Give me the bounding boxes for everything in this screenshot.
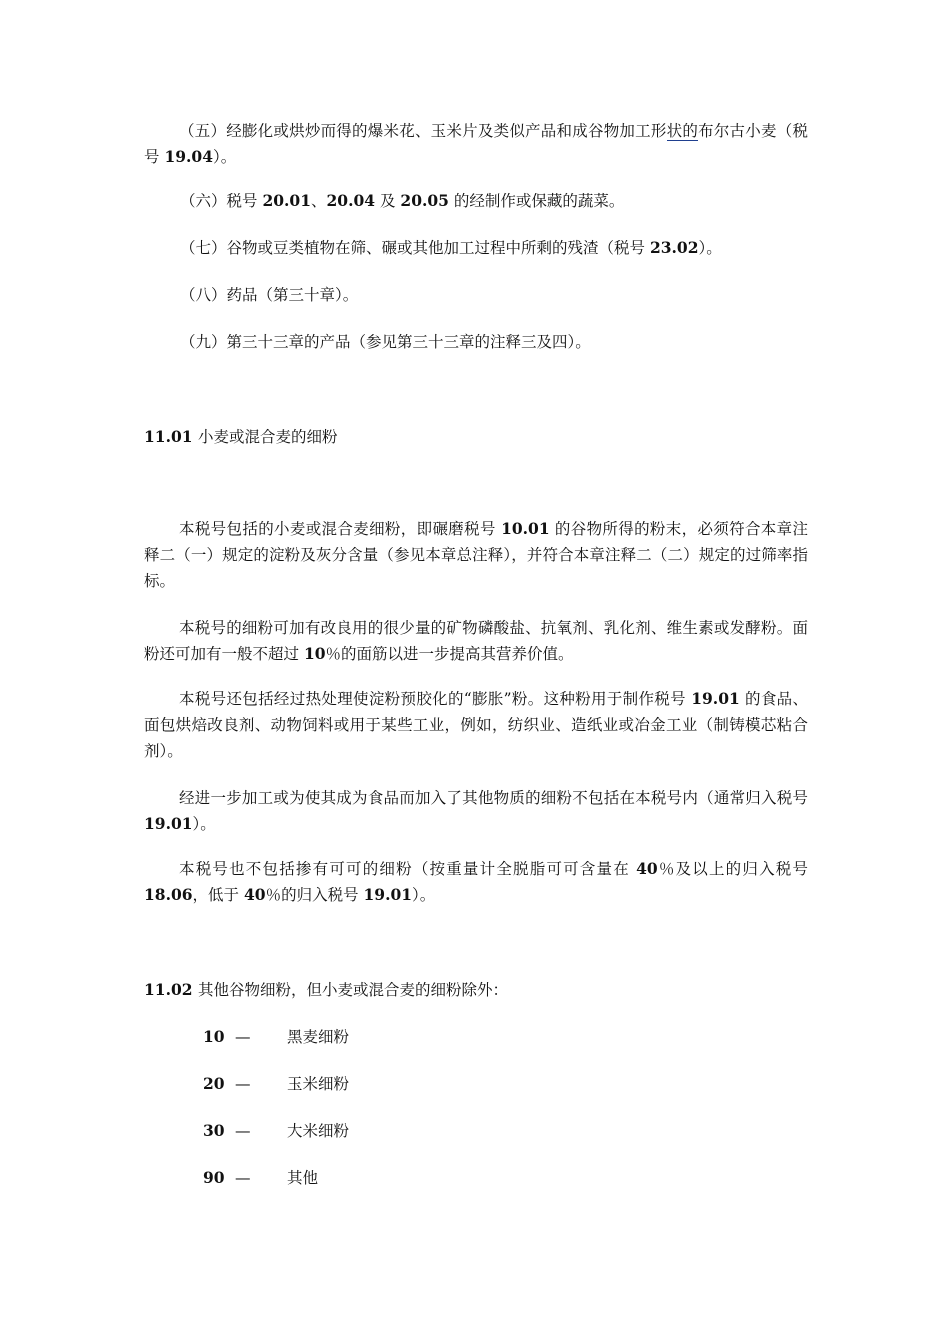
paragraph-1101-2: 本税号的细粉可加有改良用的很少量的矿物磷酸盐、抗氧剂、乳化剂、维生素或发酵粉。面粉还可加有一般不超过 10％的面筋以进一步提高其营养价值。: [144, 619, 808, 663]
paragraph-1101-3: 本税号还包括经过热处理使淀粉预胶化的“膨胀”粉。这种粉用于制作税号 19.01 的食品、面包烘焙改良剂、动物饲料或用于某些工业，例如，纺织业、造纸业或冶金工业（制铸模芯粘合剂）。: [144, 689, 808, 760]
heading-11-02: [144, 977, 508, 1003]
heading-11-01: [144, 424, 338, 450]
exclusion-item-5: （五）经膨化或烘炒而得的爆米花、玉米片及类似产品和成谷物加工形状的布尔古小麦（税号 19.04）。: [144, 122, 808, 166]
heading-title: 其他谷物细粉，但小麦或混合麦的细粉除外：: [198, 981, 509, 999]
underlined-text: 状的: [666, 122, 699, 140]
subheading-row: 30 — 大米细粉: [203, 1121, 350, 1140]
heading-code: 11.01: [144, 427, 193, 446]
exclusion-item-8: （八）药品（第三十章）。: [180, 286, 359, 304]
subheading-row: 20 — 玉米细粉: [203, 1074, 350, 1093]
heading-title: 小麦或混合麦的细粉: [198, 428, 338, 446]
heading-code: 11.02: [144, 980, 193, 999]
exclusion-item-6: （六）税号 20.01、20.04 及 20.05 的经制作或保藏的蔬菜。: [180, 191, 625, 210]
paragraph-1101-1: 本税号包括的小麦或混合麦细粉，即碾磨税号 10.01 的谷物所得的粉末，必须符合本章注释二（一）规定的淀粉及灰分含量（参见本章总注释），并符合本章注释二（二）规定的过筛率指标。: [144, 519, 808, 590]
subheading-row: 90 — 其他: [203, 1168, 319, 1187]
exclusion-item-7: （七）谷物或豆类植物在筛、碾或其他加工过程中所剩的残渣（税号 23.02）。: [180, 238, 722, 257]
paragraph-1101-4: 经进一步加工或为使其成为食品而加入了其他物质的细粉不包括在本税号内（通常归入税号 19.01）。: [144, 789, 808, 833]
subheading-row: 10 — 黑麦细粉: [203, 1027, 350, 1046]
exclusion-item-9: （九）第三十三章的产品（参见第三十三章的注释三及四）。: [180, 333, 591, 351]
paragraph-1101-5: 本税号也不包括掺有可可的细粉（按重量计全脱脂可可含量在 40％及以上的归入税号 18.06，低于 40％的归入税号 19.01）。: [144, 859, 808, 904]
